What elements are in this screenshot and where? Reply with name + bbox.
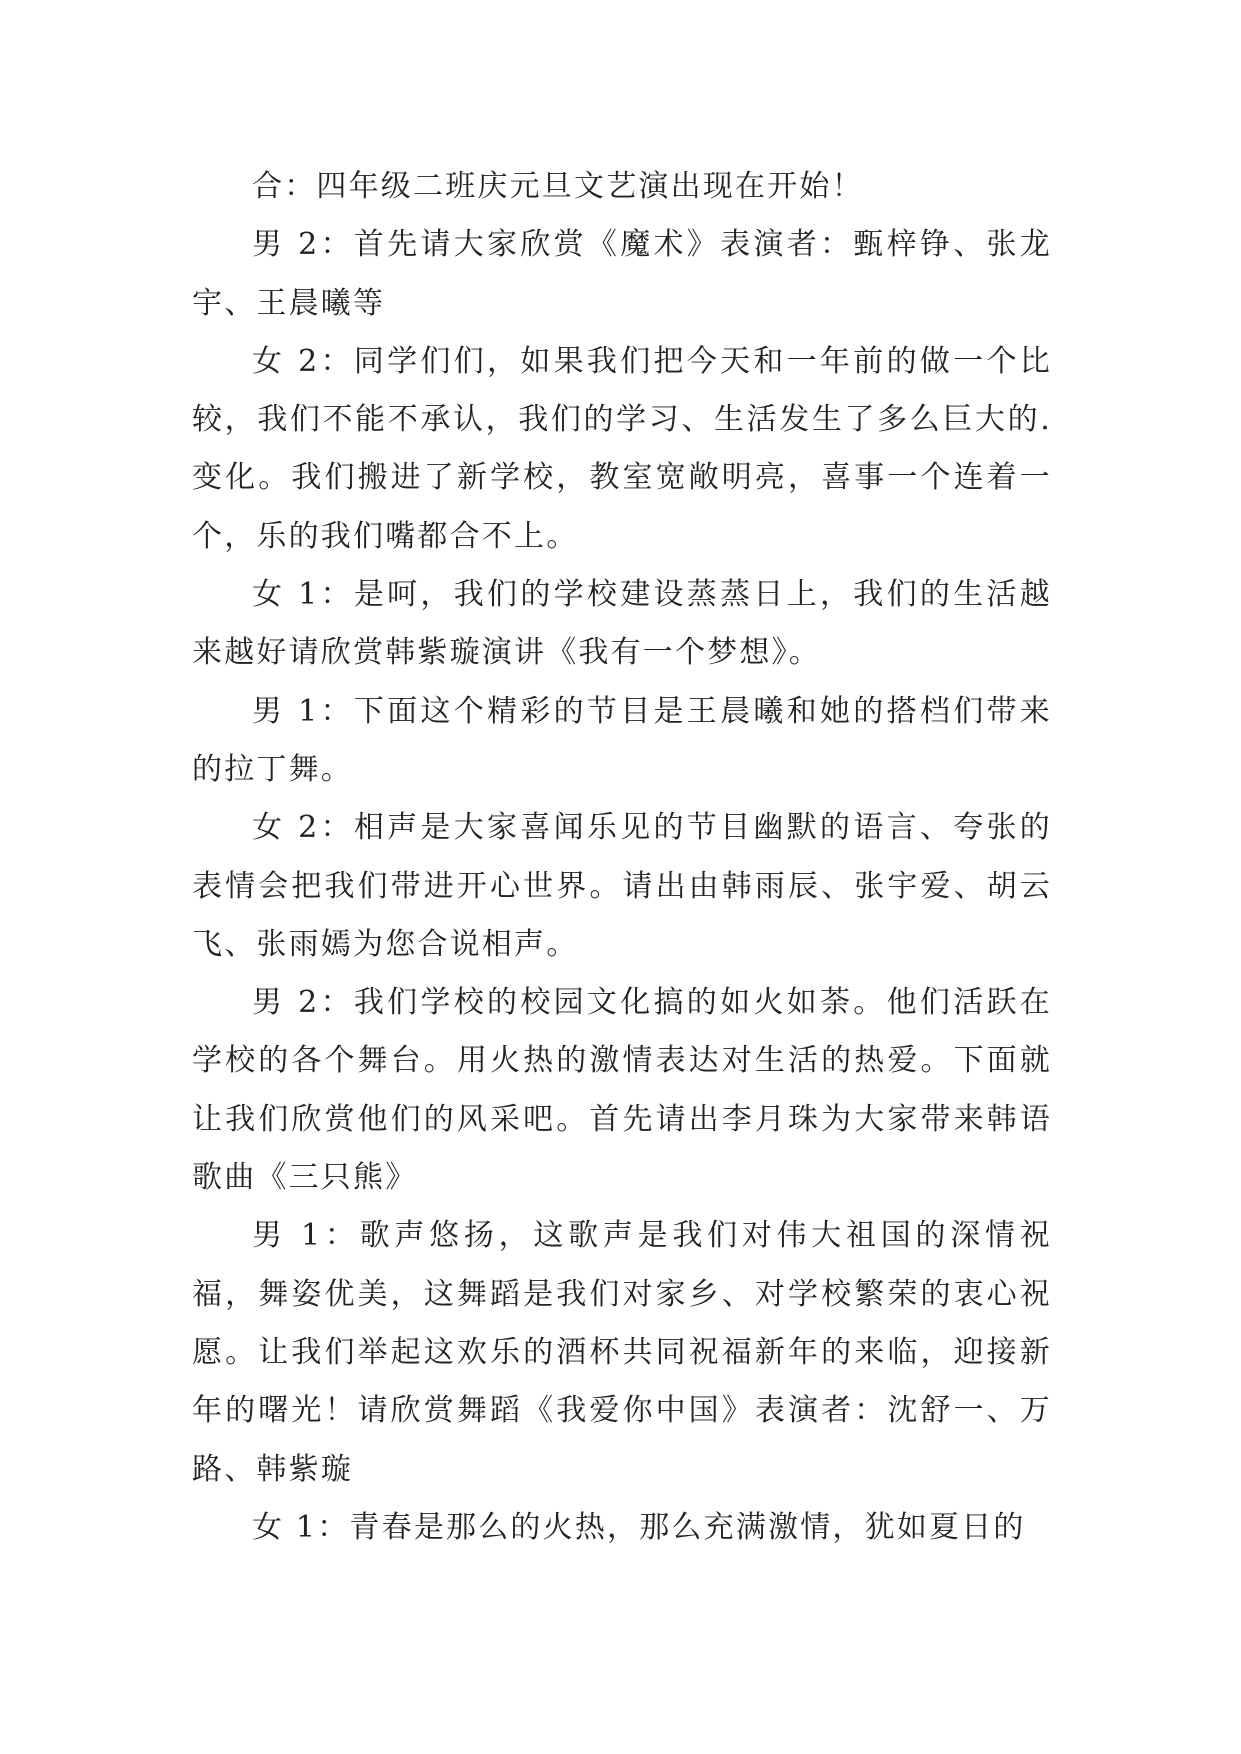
paragraph-korean-song: 男 2：我们学校的校园文化搞的如火如荼。他们活跃在学校的各个舞台。用火热的激情表达对生活的热爱。下面就让我们欣赏他们的风采吧。首先请出李月珠为大家带来韩语歌曲《三只熊》	[192, 985, 1052, 1196]
paragraph-crosstalk: 女 2：相声是大家喜闻乐见的节目幽默的语言、夸张的表情会把我们带进开心世界。请出由韩雨辰、张宇爱、胡云飞、张雨嫣为您合说相声。	[192, 810, 1052, 962]
paragraph-youth: 女 1：青春是那么的火热，那么充满激情，犹如夏日的	[252, 1509, 1026, 1545]
paragraph-dance-china: 男 1：歌声悠扬，这歌声是我们对伟大祖国的深情祝福，舞姿优美，这舞蹈是我们对家乡、对学校繁荣的衷心祝愿。让我们举起这欢乐的酒杯共同祝福新年的来临，迎接新年的曙光！请欣赏舞蹈《我爱你中国》表演者：沈舒一、万路、韩紫璇	[192, 1218, 1052, 1487]
document-body	[192, 158, 1052, 1557]
paragraph-latin-dance: 男 1：下面这个精彩的节目是王晨曦和她的搭档们带来的拉丁舞。	[192, 693, 1052, 787]
paragraph-opening: 合：四年级二班庆元旦文艺演出现在开始！	[252, 169, 864, 204]
paragraph-magic: 男 2：首先请大家欣赏《魔术》表演者：甄梓铮、张龙宇、王晨曦等	[192, 227, 1052, 321]
paragraph-speech: 女 1：是呵，我们的学校建设蒸蒸日上，我们的生活越来越好请欣赏韩紫璇演讲《我有一个梦想》。	[192, 577, 1052, 671]
paragraph-comparison: 女 2：同学们们，如果我们把今天和一年前的做一个比较，我们不能不承认，我们的学习、生活发生了多么巨大的.变化。我们搬进了新学校，教室宽敞明亮，喜事一个连着一个，乐的我们嘴都合不上。	[192, 343, 1052, 554]
